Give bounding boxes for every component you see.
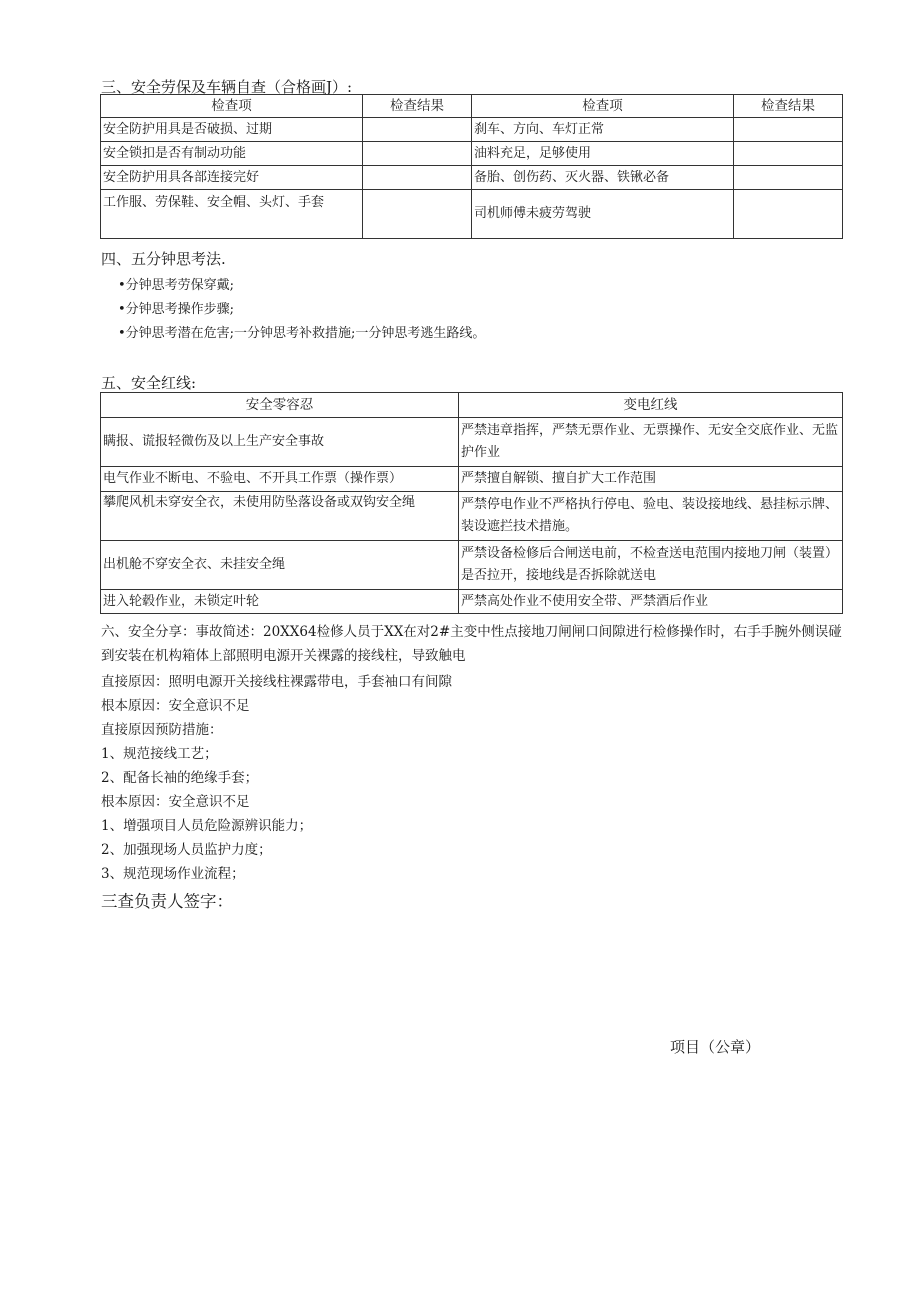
table-row bbox=[101, 492, 843, 541]
header-check-item: 检查项 bbox=[101, 95, 363, 118]
share-line: 直接原因预防措施： bbox=[101, 722, 223, 738]
ppe-vehicle-check-table bbox=[100, 94, 843, 239]
table-row bbox=[101, 142, 843, 166]
table-row bbox=[101, 118, 843, 142]
check-result-cell[interactable] bbox=[363, 166, 472, 190]
header-zero-tolerance: 安全零容忍 bbox=[101, 393, 459, 418]
zero-tolerance-item: 攀爬风机未穿安全衣，未使用防坠落设备或双钩安全绳 bbox=[101, 492, 459, 541]
share-line: 2、加强现场人员监护力度； bbox=[101, 842, 272, 858]
check-item: 刹车、方向、车灯正常 bbox=[472, 118, 734, 142]
red-line-item: 严禁违章指挥，严禁无票作业、无票操作、无安全交底作业、无监护作业 bbox=[459, 418, 843, 467]
check-result-cell[interactable] bbox=[734, 190, 843, 239]
check-result-cell[interactable] bbox=[734, 166, 843, 190]
share-line: 根本原因：安全意识不足 bbox=[101, 698, 250, 714]
table-header-row bbox=[101, 95, 843, 118]
share-line: 1、增强项目人员危险源辨识能力； bbox=[101, 818, 313, 834]
red-line-item: 严禁设备检修后合闸送电前，不检查送电范围内接地刀闸（装置）是否拉开，接地线是否拆除就送电 bbox=[459, 541, 843, 590]
table-row bbox=[101, 467, 843, 492]
red-line-item: 严禁擅自解锁、擅自扩大工作范围 bbox=[459, 467, 843, 492]
check-item: 安全防护用具各部连接完好 bbox=[101, 166, 363, 190]
check-result-cell[interactable] bbox=[734, 118, 843, 142]
section4-title: 四、五分钟思考法. bbox=[101, 250, 226, 268]
check-result-cell[interactable] bbox=[363, 118, 472, 142]
zero-tolerance-item: 电气作业不断电、不验电、不开具工作票（操作票） bbox=[101, 467, 459, 492]
check-item: 备胎、创伤药、灭火器、铁锹必备 bbox=[472, 166, 734, 190]
red-line-item: 严禁停电作业不严格执行停电、验电、装设接地线、悬挂标示牌、装设遮拦技术措施。 bbox=[459, 492, 843, 541]
list-item: •分钟思考操作步骤; bbox=[118, 302, 235, 317]
check-item: 安全防护用具是否破损、过期 bbox=[101, 118, 363, 142]
signature-label: 三查负责人签字： bbox=[101, 892, 233, 911]
check-result-cell[interactable] bbox=[734, 142, 843, 166]
section3-title: 三、安全劳保及车辆自查（合格画J）: bbox=[101, 78, 353, 96]
safety-red-line-table bbox=[100, 392, 843, 614]
table-row bbox=[101, 166, 843, 190]
check-item: 工作服、劳保鞋、安全帽、头灯、手套 bbox=[101, 190, 363, 239]
share-line: 直接原因：照明电源开关接线柱裸露带电，手套袖口有间隙 bbox=[101, 674, 452, 690]
safety-share-intro: 六、安全分享：事故简述：20XX64检修人员于XX在对2#主变中性点接地刀闸闸口间隙进行检修操作时，右手手腕外侧误碰到安装在机构箱体上部照明电源开关裸露的接线柱，导致触电 bbox=[101, 624, 842, 664]
header-check-result: 检查结果 bbox=[734, 95, 843, 118]
red-line-item: 严禁高处作业不使用安全带、严禁酒后作业 bbox=[459, 590, 843, 614]
table-row bbox=[101, 190, 843, 239]
list-item: •分钟思考潜在危害;一分钟思考补救措施;一分钟思考逃生路线。 bbox=[118, 326, 486, 341]
zero-tolerance-item: 进入轮毂作业，未锁定叶轮 bbox=[101, 590, 459, 614]
share-line: 2、配备长袖的绝缘手套； bbox=[101, 770, 259, 786]
list-item: •分钟思考劳保穿戴; bbox=[118, 278, 235, 293]
zero-tolerance-item: 瞒报、谎报轻微伤及以上生产安全事故 bbox=[101, 418, 459, 467]
table-header-row bbox=[101, 393, 843, 418]
table-row bbox=[101, 590, 843, 614]
check-result-cell[interactable] bbox=[363, 190, 472, 239]
header-check-result: 检查结果 bbox=[363, 95, 472, 118]
check-result-cell[interactable] bbox=[363, 142, 472, 166]
share-line: 1、规范接线工艺； bbox=[101, 746, 218, 762]
check-item: 安全锁扣是否有制动功能 bbox=[101, 142, 363, 166]
project-stamp: 项目（公章） bbox=[670, 1038, 761, 1056]
check-item: 油料充足，足够使用 bbox=[472, 142, 734, 166]
header-check-item: 检查项 bbox=[472, 95, 734, 118]
share-line: 根本原因：安全意识不足 bbox=[101, 794, 250, 810]
table-row bbox=[101, 541, 843, 590]
check-item: 司机师傅未疲劳驾驶 bbox=[472, 190, 734, 239]
header-substation-red-line: 变电红线 bbox=[459, 393, 843, 418]
section5-title: 五、安全红线: bbox=[101, 374, 197, 392]
share-line: 3、规范现场作业流程； bbox=[101, 866, 245, 882]
zero-tolerance-item: 出机舱不穿安全衣、未挂安全绳 bbox=[101, 541, 459, 590]
table-row bbox=[101, 418, 843, 467]
